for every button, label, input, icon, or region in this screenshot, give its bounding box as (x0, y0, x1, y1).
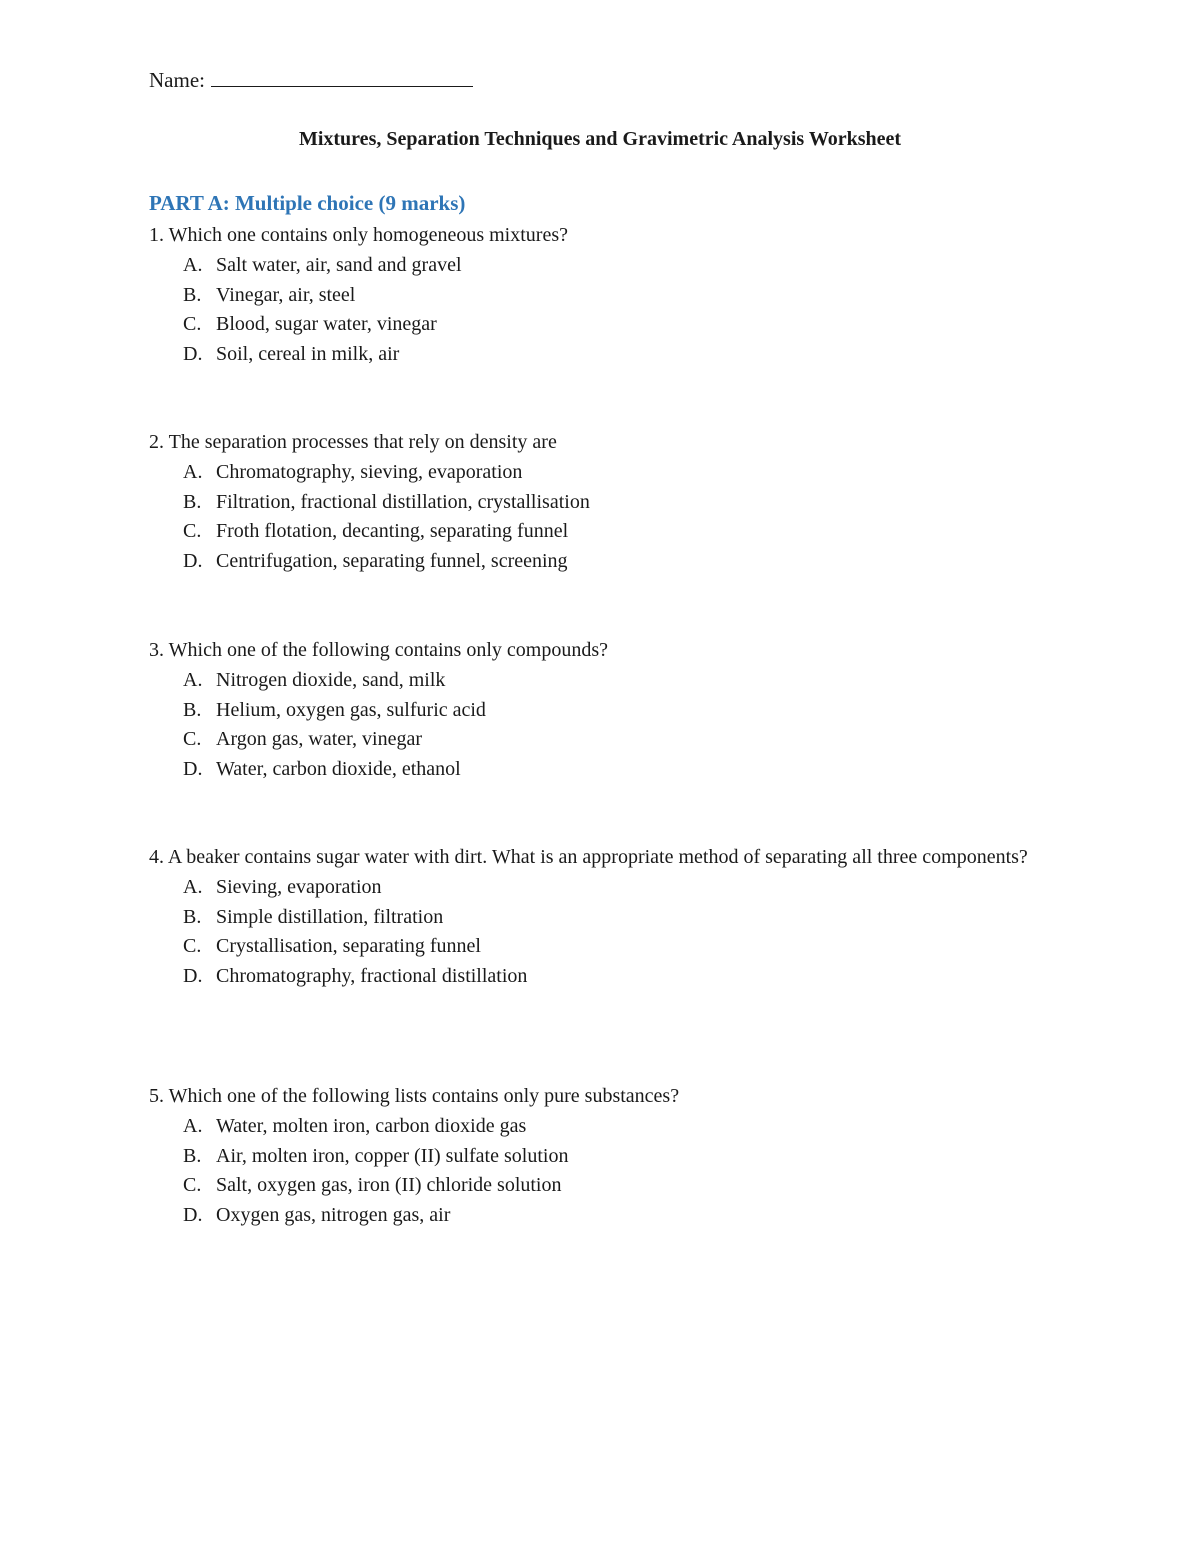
option-text: Filtration, fractional distillation, crystallisation (216, 490, 590, 513)
option-list (149, 251, 1047, 370)
option-text: Simple distillation, filtration (216, 905, 444, 928)
part-a-heading: PART A: Multiple choice (9 marks) (149, 191, 466, 215)
option-text: Argon gas, water, vinegar (216, 728, 422, 751)
option-text: Soil, cereal in milk, air (216, 343, 400, 366)
option-a (149, 666, 1047, 696)
option-letter: D. (183, 550, 203, 573)
question-2 (149, 427, 1047, 577)
question-text: 1. Which one contains only homogeneous mixtures? (149, 224, 568, 246)
option-letter: D. (183, 758, 203, 781)
option-letter: C. (183, 313, 202, 336)
option-letter: B. (183, 1144, 202, 1167)
option-list (149, 873, 1047, 992)
option-text: Blood, sugar water, vinegar (216, 313, 437, 336)
option-text: Air, molten iron, copper (II) sulfate solution (216, 1144, 569, 1167)
option-c (149, 932, 1047, 962)
option-c (149, 310, 1047, 340)
option-text: Water, carbon dioxide, ethanol (216, 758, 461, 781)
question-5 (149, 1081, 1047, 1231)
question-text: 2. The separation processes that rely on density are (149, 431, 557, 453)
option-letter: C. (183, 935, 202, 958)
option-letter: A. (183, 669, 203, 691)
option-letter: A. (183, 461, 203, 483)
option-list (149, 458, 1047, 577)
option-b (149, 903, 1047, 933)
option-text: Salt water, air, sand and gravel (216, 254, 462, 276)
option-d (149, 962, 1047, 992)
name-label: Name: (149, 68, 205, 92)
option-letter: D. (183, 965, 203, 988)
option-d (149, 547, 1047, 577)
option-text: Chromatography, fractional distillation (216, 965, 528, 988)
option-letter: D. (183, 1204, 203, 1227)
name-field-row (149, 64, 473, 95)
option-c (149, 725, 1047, 755)
option-c (149, 1171, 1047, 1201)
question-text: 4. A beaker contains sugar water with dirt. What is an appropriate method of separating all three components? (149, 846, 1028, 868)
option-letter: C. (183, 1174, 202, 1197)
question-1 (149, 220, 1047, 370)
option-a (149, 458, 1047, 488)
name-blank-line (211, 64, 473, 87)
option-letter: B. (183, 490, 202, 513)
option-text: Water, molten iron, carbon dioxide gas (216, 1115, 527, 1137)
option-text: Sieving, evaporation (216, 876, 382, 898)
option-text: Centrifugation, separating funnel, screening (216, 550, 568, 573)
option-b (149, 1142, 1047, 1172)
option-text: Froth flotation, decanting, separating funnel (216, 520, 569, 543)
option-list (149, 1112, 1047, 1231)
question-text: 5. Which one of the following lists contains only pure substances? (149, 1085, 680, 1107)
option-list (149, 666, 1047, 785)
option-letter: A. (183, 254, 203, 276)
option-d (149, 755, 1047, 785)
option-b (149, 281, 1047, 311)
option-b (149, 488, 1047, 518)
option-text: Nitrogen dioxide, sand, milk (216, 669, 446, 691)
option-letter: C. (183, 520, 202, 543)
option-letter: D. (183, 343, 203, 366)
option-letter: A. (183, 1115, 203, 1137)
option-text: Helium, oxygen gas, sulfuric acid (216, 698, 486, 721)
option-letter: A. (183, 876, 203, 898)
option-text: Oxygen gas, nitrogen gas, air (216, 1204, 451, 1227)
option-text: Crystallisation, separating funnel (216, 935, 481, 958)
question-text: 3. Which one of the following contains only compounds? (149, 639, 608, 661)
option-letter: C. (183, 728, 202, 751)
option-text: Chromatography, sieving, evaporation (216, 461, 523, 483)
option-text: Vinegar, air, steel (216, 283, 356, 306)
option-b (149, 696, 1047, 726)
option-text: Salt, oxygen gas, iron (II) chloride solution (216, 1174, 562, 1197)
option-letter: B. (183, 698, 202, 721)
worksheet-title: Mixtures, Separation Techniques and Gravimetric Analysis Worksheet (298, 128, 902, 150)
option-letter: B. (183, 905, 202, 928)
option-d (149, 1201, 1047, 1231)
option-c (149, 517, 1047, 547)
option-a (149, 251, 1047, 281)
option-a (149, 1112, 1047, 1142)
question-4 (149, 842, 1047, 992)
option-letter: B. (183, 283, 202, 306)
option-a (149, 873, 1047, 903)
question-3 (149, 635, 1047, 785)
option-d (149, 340, 1047, 370)
